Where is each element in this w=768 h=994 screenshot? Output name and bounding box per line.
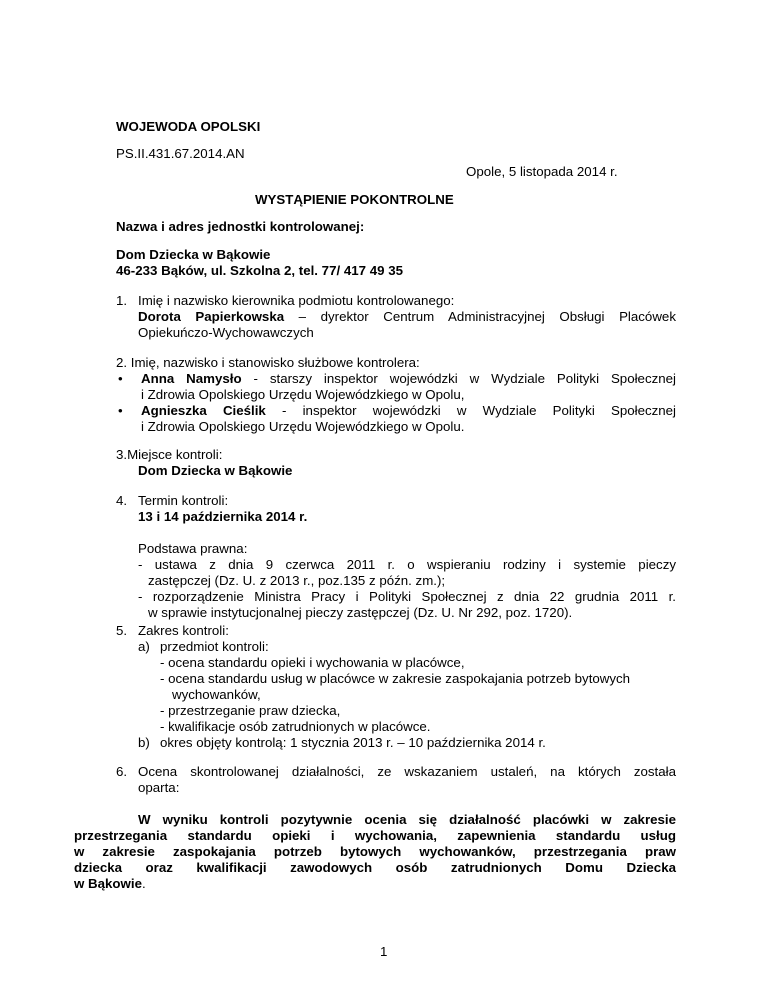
conclusion-period: . <box>141 876 146 891</box>
section-5b-text: okres objęty kontrolą: 1 stycznia 2013 r. – 10 października 2014 r. <box>160 735 546 750</box>
conclusion-last-line <box>74 876 676 892</box>
legal-basis-item-cont: zastępczej (Dz. U. z 2013 r., poz.135 z późn. zm.); <box>148 573 446 588</box>
controller-desc-cont: i Zdrowia Opolskiego Urzędu Wojewódzkiego w Opolu. <box>141 419 465 434</box>
place-date: Opole, 5 listopada 2014 r. <box>466 164 618 179</box>
section-4-number: 4. <box>116 493 128 508</box>
section-5b-label: b) <box>138 735 150 750</box>
section-1-director-line <box>138 309 676 325</box>
controller-name: Anna Namysło <box>141 371 242 386</box>
section-5-number: 5. <box>116 623 128 638</box>
section-3-heading: 3.Miejsce kontroli: <box>116 447 223 462</box>
section-4-value: 13 i 14 października 2014 r. <box>138 509 308 524</box>
controller-line <box>141 371 676 387</box>
director-desc: – dyrektor Centrum Administracyjnej Obsługi Placówek <box>284 309 676 324</box>
controller-item <box>116 371 676 403</box>
section-1 <box>138 293 676 341</box>
unit-address: 46-233 Bąków, ul. Szkolna 2, tel. 77/ 417 49 35 <box>116 263 404 278</box>
reference-number: PS.II.431.67.2014.AN <box>116 146 245 161</box>
controller-desc: - starszy inspektor wojewódzki w Wydziale Polityki Społecznej <box>241 371 676 386</box>
section-6-number: 6. <box>116 764 128 779</box>
legal-basis-item-cont: w sprawie instytucjonalnej pieczy zastępczej (Dz. U. Nr 292, poz. 1720). <box>148 605 573 620</box>
conclusion-line: przestrzegania standardu opieki i wychowania, zapewnienia standardu usług <box>74 828 676 843</box>
scope-item: - ocena standardu opieki i wychowania w placówce, <box>160 655 465 670</box>
conclusion-line: dziecka oraz kwalifikacji zawodowych osób zatrudnionych Domu Dziecka <box>74 860 676 875</box>
director-name: Dorota Papierkowska <box>138 309 285 324</box>
unit-heading: Nazwa i adres jednostki kontrolowanej: <box>116 219 365 234</box>
section-5a-text: przedmiot kontroli: <box>160 639 269 654</box>
bullet-icon: • <box>118 371 123 386</box>
section-1-number: 1. <box>116 293 128 308</box>
section-5-heading: Zakres kontroli: <box>138 623 229 638</box>
conclusion-paragraph <box>74 812 676 892</box>
director-desc-cont: Opiekuńczo-Wychowawczych <box>138 325 314 340</box>
unit-name: Dom Dziecka w Bąkowie <box>116 247 271 262</box>
scope-item-cont: wychowanków, <box>172 687 261 702</box>
legal-basis-heading: Podstawa prawna: <box>138 541 248 556</box>
section-6-line: Ocena skontrolowanej działalności, ze wskazaniem ustaleń, na których została <box>138 764 676 779</box>
section-1-heading: Imię i nazwisko kierownika podmiotu kontrolowanego: <box>138 293 455 308</box>
section-2 <box>116 355 676 435</box>
section-3-value: Dom Dziecka w Bąkowie <box>138 463 293 478</box>
scope-item: - przestrzeganie praw dziecka, <box>160 703 341 718</box>
controller-desc-cont: i Zdrowia Opolskiego Urzędu Wojewódzkiego w Opolu, <box>141 387 465 402</box>
section-6-line: oparta: <box>138 780 180 795</box>
controller-desc: - inspektor wojewódzki w Wydziale Polityki Społecznej <box>265 403 677 418</box>
conclusion-last-text: w Bąkowie <box>74 876 142 891</box>
controller-item <box>116 403 676 435</box>
section-6 <box>138 764 676 796</box>
conclusion-line: w zakresie zaspokajania potrzeb bytowych wychowanków, przestrzegania praw <box>74 844 676 859</box>
section-5a-label: a) <box>138 639 150 654</box>
legal-basis-item: - ustawa z dnia 9 czerwca 2011 r. o wspieraniu rodziny i systemie pieczy <box>138 557 676 572</box>
page-number: 1 <box>380 944 388 959</box>
legal-basis-item: - rozporządzenie Ministra Pracy i Polityki Społecznej z dnia 22 grudnia 2011 r. <box>138 589 676 604</box>
controller-line <box>141 403 676 419</box>
scope-item: - ocena standardu usług w placówce w zakresie zaspokajania potrzeb bytowych <box>160 671 631 686</box>
controller-name: Agnieszka Cieślik <box>141 403 266 418</box>
conclusion-line: W wyniku kontroli pozytywnie ocenia się działalność placówki w zakresie <box>138 812 676 827</box>
legal-basis-list <box>138 557 676 621</box>
issuer-heading: WOJEWODA OPOLSKI <box>116 119 261 134</box>
scope-items <box>160 655 680 735</box>
section-2-heading: 2. Imię, nazwisko i stanowisko służbowe kontrolera: <box>116 355 420 370</box>
scope-item: - kwalifikacje osób zatrudnionych w placówce. <box>160 719 431 734</box>
bullet-icon: • <box>118 403 123 418</box>
section-4-heading: Termin kontroli: <box>138 493 229 508</box>
document-title: WYSTĄPIENIE POKONTROLNE <box>255 192 454 207</box>
